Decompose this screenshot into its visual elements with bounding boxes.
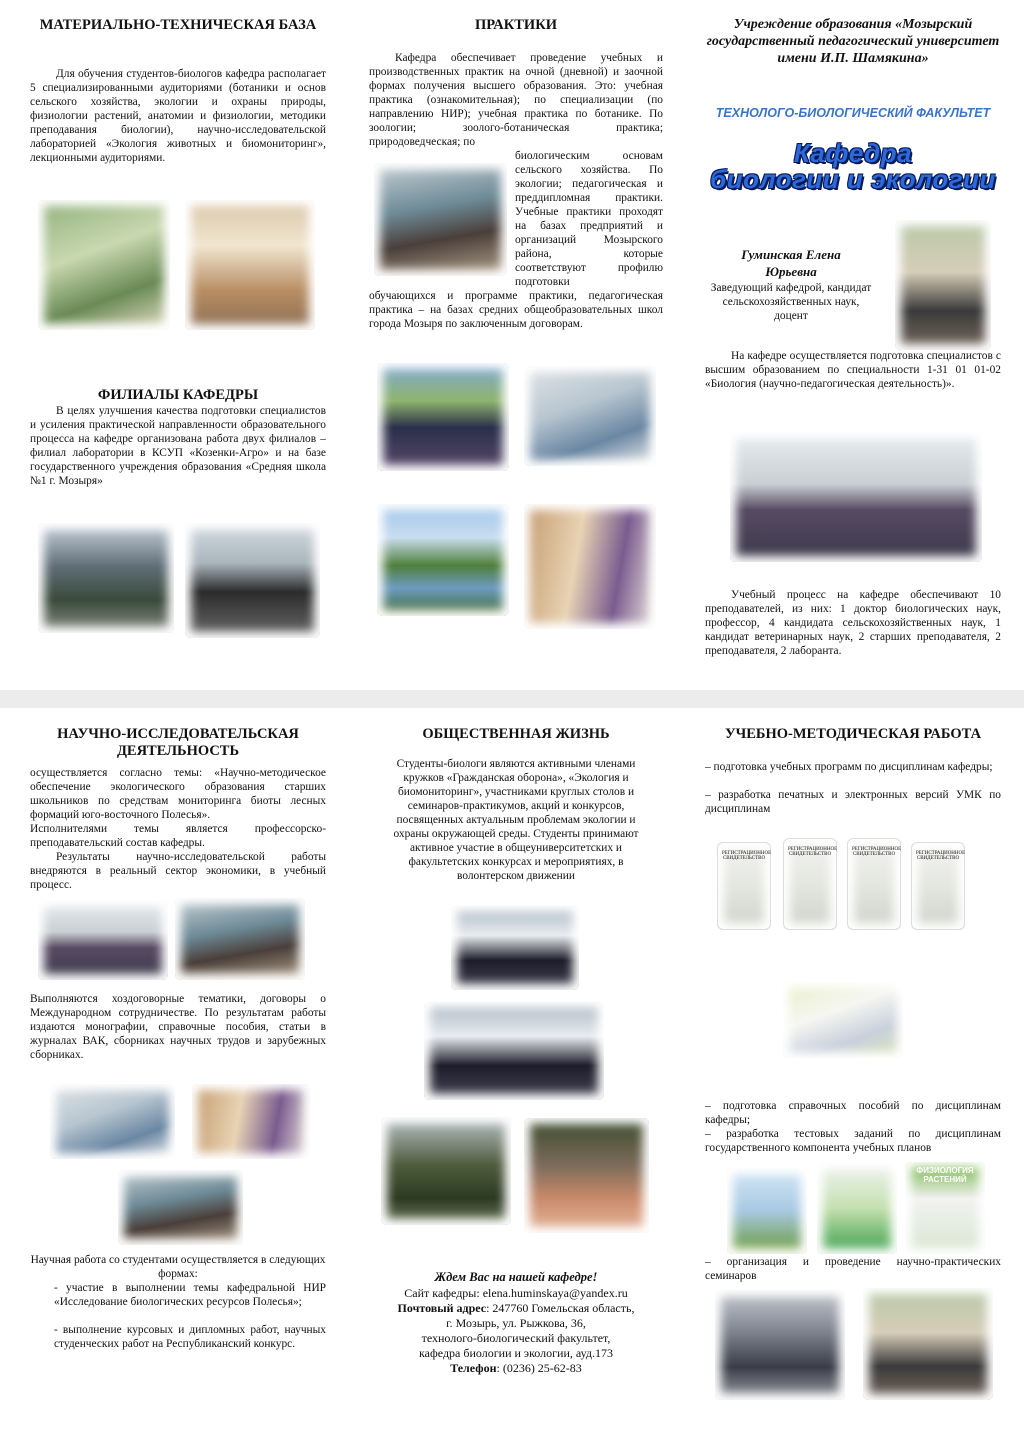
school-building-photo [38, 523, 174, 633]
postal-address-label: Почтовый адрес [397, 1301, 487, 1315]
methodical-item-5: – организация и проведение научно-практических семинаров [705, 1256, 1001, 1282]
student-forms-intro: Научная работа со студентами осуществляется в следующих формах: [30, 1254, 326, 1280]
welcome-text: Ждем Вас на нашей кафедре! [434, 1270, 598, 1284]
lab-room-photo [185, 200, 315, 330]
head-role: Заведующий кафедрой, кандидат сельскохозяйственных наук, доцент [710, 282, 872, 322]
registration-certificate-2: РЕГИСТРАЦИОННОЕ СВИДЕТЕЛЬСТВО [783, 838, 837, 930]
research-contracts-text: Выполняются хоздоговорные тематики, договоры о Международном сотрудничестве. По результатам работы издаются монографии, справочные пособия, статьи в журналах ВАК, сборниках научных трудов и зарубежных сборниках. [30, 993, 326, 1061]
practice-classroom-photo [374, 163, 507, 276]
students-hall-photo [451, 906, 579, 990]
materials-heading: МАТЕРИАЛЬНО-ТЕХНИЧЕСКАЯ БАЗА [39, 17, 317, 33]
branches-heading: ФИЛИАЛЫ КАФЕДРЫ [97, 387, 259, 403]
river-landscape-photo [377, 504, 509, 616]
farm-cows-photo [185, 523, 320, 638]
branches-text: В целях улучшения качества подготовки специалистов и усиления практической направленности образовательного процесса на кафедре организована работа двух филиалов – филиал лаборатории в КСУП «Козенки-Агро» и на базе государственного учреждения образования «Средняя школа №1 г. Мозыря» [30, 405, 326, 487]
practice-heading: ПРАКТИКИ [474, 17, 557, 33]
faculty-name: ТЕХНОЛОГО-БИОЛОГИЧЕСКИЙ ФАКУЛЬТЕТ [715, 106, 991, 120]
head-portrait-photo [895, 220, 991, 350]
logo-line-2: биологии и экологии [710, 164, 996, 194]
research-meeting-photo [38, 900, 168, 980]
phone [369, 1361, 663, 1376]
social-life-text: Студенты-биологи являются активными членами кружков «Гражданская оборона», «Экология и биомониторинг», участниками круглых столов и семинаров-практикумов, акций и конкурсов, посвященных актуальным проблемам экологии и охраны окружающей среды. Студенты принимают активное участие в общеуниверситетских и факультетских конкурсах и мероприятиях, в волонтерском движении [393, 758, 639, 882]
seminar-speakers-photo [863, 1288, 993, 1400]
methodical-heading: УЧЕБНО-МЕТОДИЧЕСКАЯ РАБОТА [724, 726, 982, 742]
students-group-outdoor-photo [377, 363, 509, 471]
school-classroom-photo [524, 366, 656, 466]
students-lecture-photo [118, 1170, 243, 1245]
lab-equipment-photo [50, 1084, 175, 1159]
registration-certificate-3: РЕГИСТРАЦИОННОЕ СВИДЕТЕЛЬСТВО [847, 838, 901, 930]
department-website[interactable]: Сайт кафедры: elena.huminskaya@yandex.ru [404, 1286, 628, 1300]
methodical-item-4: – разработка тестовых заданий по дисциплинам государственного компонента учебных планов [705, 1128, 1001, 1154]
herbarium-shelves-photo [524, 504, 656, 629]
phone-label: Телефон [450, 1361, 497, 1375]
student-forms-item-2: - выполнение курсовых и дипломных работ, научных студенческих работ на Республиканский конкурс. [54, 1324, 326, 1350]
practice-text-top: Кафедра обеспечивает проведение учебных и производственных практик на очной (дневной) и заочной формах получения высшего образования. Это: учебная практика (ознакомительная); по специализации (по направлению НИР); учебная практика по ботанике. По зоологии; зоолого-ботаническая практика; природоведческая; по [369, 52, 663, 148]
student-forms-item-1: - участие в выполнении темы кафедральной НИР «Исследование биологических ресурсов Полесья»; [54, 1282, 326, 1308]
head-name: Гуминская Елена Юрьевна [741, 247, 841, 279]
plant-physiology-book-cover: ФИЗИОЛОГИЯ РАСТЕНИЙ [905, 1162, 985, 1254]
phone-value: : (0236) 25-62-83 [496, 1361, 582, 1375]
social-life-heading: ОБЩЕСТВЕННАЯ ЖИЗНЬ [422, 726, 610, 742]
biology-classroom-photo [38, 200, 170, 330]
research-results-text: Результаты научно-исследовательской работы внедряются в реальный сектор экономики, в учебный процесс. [30, 851, 326, 891]
students-group-indoor-photo [524, 1118, 649, 1233]
seminar-audience-photo [715, 1290, 845, 1400]
chemistry-book-cover [817, 1162, 897, 1254]
practice-text-bottom: обучающихся и программе практики, педагогическая практика – на базах средних общеобразовательных школ города Мозыря по заключенным договорам. [369, 290, 663, 330]
research-classroom-photo [175, 898, 305, 980]
department-logo [705, 140, 1001, 192]
institution-name: Учреждение образования «Мозырский государственный педагогический университет имени И.П. Шамякина» [706, 17, 1000, 66]
materials-text: Для обучения студентов-биологов кафедра располагает 5 специализированными аудиториями (ботаники и основ сельского хозяйства, экологии и охраны природы, физиологии растений, анатомии и физиологии, методики преподавания биологии), научно-исследовательской лабораторией «Экология животных и биомониторинг», лекционными аудиториями. [30, 68, 326, 164]
research-heading: НАУЧНО-ИССЛЕДОВАТЕЛЬСКАЯ ДЕЯТЕЛЬНОСТЬ [57, 726, 299, 759]
postal-address-line-3: технолого-биологический факультет, [421, 1331, 611, 1345]
brochure-outer-side [0, 0, 1024, 690]
logo-line-1: Кафедра [793, 138, 913, 168]
training-text: На кафедре осуществляется подготовка специалистов с высшим образованием по специальности 1-31 01 01-02 «Биология (научно-педагогическая деятельность)». [705, 350, 1001, 390]
staff-group-photo [730, 432, 982, 562]
reference-book-cover [727, 1168, 807, 1254]
practice-text-right: биологическим основам сельского хозяйства. По экологии; педагогическая и преддипломная практики. Учебные практики проходят на базах предприятий и организаций Мозырского района, которые соответствуют профилю подготовки [515, 150, 663, 288]
registration-certificate-1: РЕГИСТРАЦИОННОЕ СВИДЕТЕЛЬСТВО [717, 842, 771, 930]
brochure-inner-side [0, 708, 1024, 1432]
postal-address-line-1: : 247760 Гомельская область, [486, 1301, 635, 1315]
certificates-stack-photo [783, 982, 903, 1058]
methodical-item-2: – разработка печатных и электронных версий УМК по дисциплинам [705, 789, 1001, 815]
postal-address-line-2: г. Мозырь, ул. Рыжкова, 36, [446, 1316, 586, 1330]
research-topic-text: осуществляется согласно темы: «Научно-методическое обеспечение экологического образования старших школьников по средствам мониторинга биоты лесных формаций юго-восточного Полесья». [30, 767, 326, 821]
methodical-item-1: – подготовка учебных программ по дисциплинам кафедры; [705, 761, 993, 773]
staff-text: Учебный процесс на кафедре обеспечивают 10 преподавателей, из них: 1 доктор биологических наук, профессор, 4 кандидата сельскохозяйственных наук, 1 кандидат ветеринарных наук, 2 старших преподавателя, 2 преподавателя, 2 лаборанта. [705, 589, 1001, 657]
civil-defense-photo [381, 1117, 511, 1225]
postal-address-line-4: кафедра биологии и экологии, ауд.173 [419, 1346, 613, 1360]
methodical-item-3: – подготовка справочных пособий по дисциплинам кафедры; [705, 1100, 1001, 1126]
herbarium-work-photo [192, 1084, 310, 1159]
registration-certificate-4: РЕГИСТРАЦИОННОЕ СВИДЕТЕЛЬСТВО [911, 842, 965, 930]
students-ceremony-photo [424, 1002, 604, 1100]
research-executors-text: Исполнителями темы является профессорско-преподавательский состав кафедры. [30, 823, 326, 849]
postal-address [369, 1301, 663, 1316]
